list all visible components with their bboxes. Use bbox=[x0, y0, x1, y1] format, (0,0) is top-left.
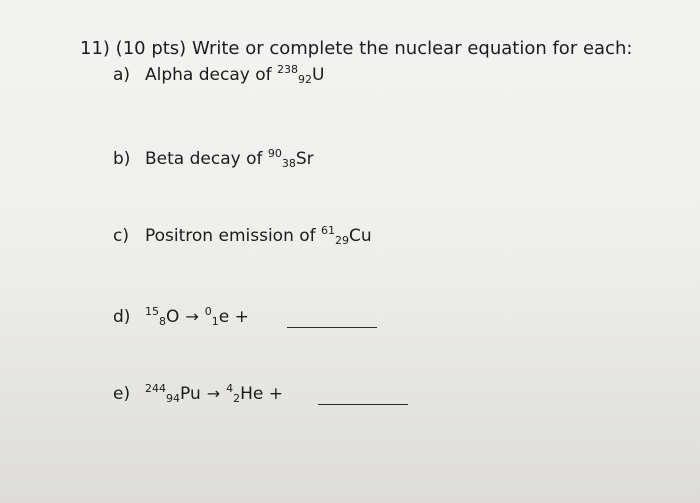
question-prompt: Write or complete the nuclear equation for each: bbox=[191, 38, 633, 59]
mass-number: 238 bbox=[277, 63, 299, 76]
item-letter: b) bbox=[113, 149, 131, 169]
element-symbol: U bbox=[312, 65, 325, 85]
reaction-arrow-icon: → bbox=[206, 384, 221, 403]
item-alpha-decay bbox=[113, 64, 324, 88]
item-letter: e) bbox=[113, 384, 131, 404]
item-text: Beta decay of bbox=[145, 149, 268, 169]
reactant-atomic-number: 94 bbox=[166, 392, 180, 405]
item-oxygen-equation bbox=[113, 306, 249, 330]
answer-blank bbox=[287, 327, 377, 328]
item-text: Alpha decay of bbox=[145, 65, 278, 85]
element-symbol: Sr bbox=[295, 149, 314, 169]
atomic-number: 29 bbox=[335, 234, 350, 247]
answer-blank bbox=[318, 404, 408, 405]
question-points: (10 pts) bbox=[115, 38, 187, 59]
item-text: Positron emission of bbox=[145, 226, 322, 246]
question-number: 11) bbox=[80, 38, 110, 59]
item-beta-decay bbox=[113, 148, 314, 172]
plus-sign: + bbox=[268, 384, 284, 404]
atomic-number: 92 bbox=[298, 73, 313, 86]
product-symbol: He bbox=[240, 384, 264, 404]
reactant-atomic-number: 8 bbox=[159, 315, 166, 328]
product-mass-number: 0 bbox=[204, 305, 212, 318]
reactant-mass-number: 15 bbox=[145, 305, 159, 318]
atomic-number: 38 bbox=[281, 157, 296, 170]
reactant-symbol: Pu bbox=[180, 384, 201, 404]
item-plutonium-equation bbox=[113, 383, 283, 407]
item-letter: a) bbox=[113, 65, 131, 85]
element-symbol: Cu bbox=[349, 226, 372, 246]
product-mass-number: 4 bbox=[226, 382, 234, 395]
mass-number: 90 bbox=[267, 147, 282, 160]
item-letter: d) bbox=[113, 307, 131, 327]
reactant-mass-number: 244 bbox=[145, 382, 166, 395]
question-header bbox=[80, 38, 632, 60]
mass-number: 61 bbox=[321, 224, 336, 237]
product-symbol: e bbox=[218, 307, 230, 327]
product-atomic-number: 1 bbox=[211, 315, 219, 328]
item-positron-emission bbox=[113, 225, 372, 249]
reactant-symbol: O bbox=[166, 307, 180, 327]
item-letter: c) bbox=[113, 226, 129, 246]
plus-sign: + bbox=[234, 307, 249, 327]
reaction-arrow-icon: → bbox=[185, 307, 199, 326]
product-atomic-number: 2 bbox=[233, 392, 241, 405]
